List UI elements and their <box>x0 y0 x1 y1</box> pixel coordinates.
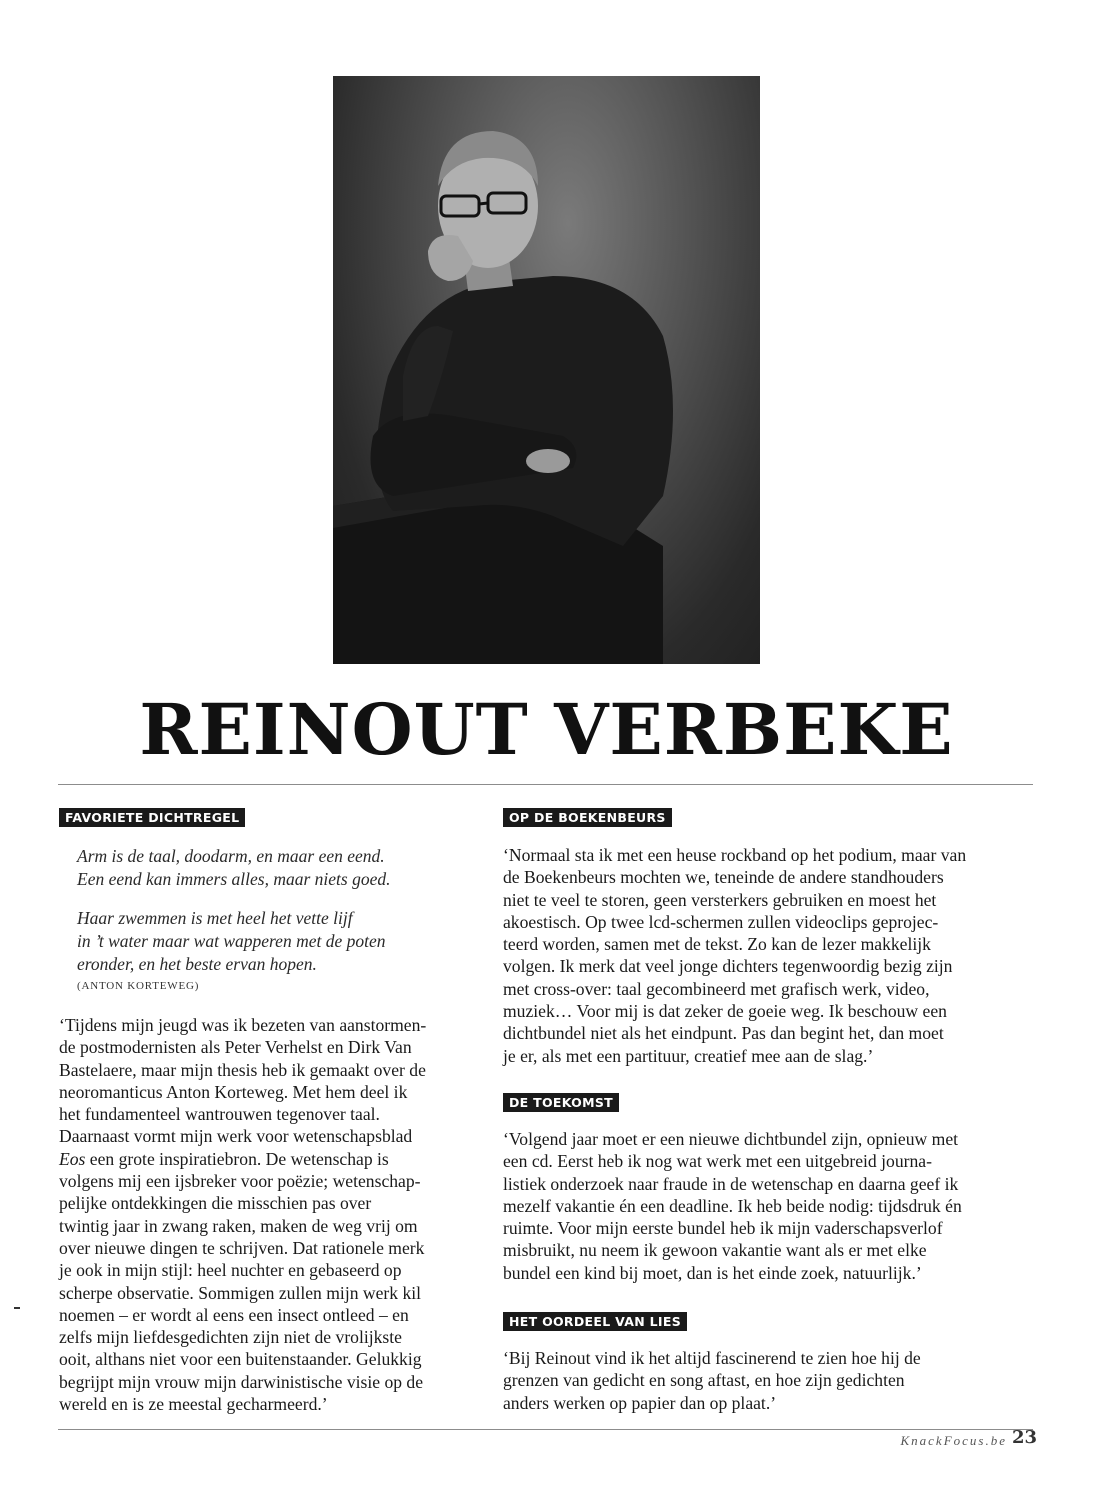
oordeel-text: ‘Bij Reinout vind ik het altijd fascinerend te zien hoe hij de grenzen van gedicht en song aftast, en hoe zijn gedichten anders werken op papier dan op plaat.’ <box>503 1348 921 1413</box>
top-divider <box>58 784 1033 785</box>
label-de-toekomst: DE TOEKOMST <box>503 1093 619 1112</box>
boekenbeurs-text: ‘Normaal sta ik met een heuse rockband op het podium, maar van de Boekenbeurs mochten we, teneinde de andere standhouders niet te veel te storen, geen versterkers gebruiken en moest het akoestisch. Op twee lcd-schermen zullen videoclips geprojec- teerd worden, samen met de tekst. Zo kan de lezer makkelijk volgen. Ik merk dat veel jonge dichters tegenwoordig bezig zijn met cross-over: taal gecombineerd met grafisch werk, video, muziek… Voor mij is dat zeker de goeie weg. Ik beschouw een dichtbundel niet als het eindpunt. Pas dan begint het, dan moet je er, als met een partituur, creatief mee aan de slag.’ <box>503 845 967 1066</box>
label-het-oordeel-van-lies: HET OORDEEL VAN LIES <box>503 1312 687 1331</box>
left-body-part-2: een grote inspiratiebron. De wetenschap is volgens mij een ijsbreker voor poëzie; wetenschap- pelijke ontdekkingen die misschien pas over twintig jaar in zwang raken, maken de weg vrij om over nieuwe dingen te schrijven. Dat rationele merk je ook in mijn stijl: heel nuchter en gebaseerd op scherpe observatie. Sommigen zullen mijn werk kil noemen – er wordt al eens een insect ontleed – en zelfs mijn liefdesgedichten zijn niet de vrolijkste ooit, althans niet voor een buitenstaander. Gelukkig begrijpt mijn vrouw mijn darwinistische visie op de wereld en is ze meestal gecharmeerd.’ <box>59 1148 425 1415</box>
portrait-photo <box>333 76 760 664</box>
page-number: 23 <box>1012 1427 1038 1448</box>
label-favoriete-dichtregel: FAVORIETE DICHTREGEL <box>59 808 245 827</box>
favorite-poem <box>77 845 477 976</box>
toekomst-text: ‘Volgend jaar moet er een nieuwe dichtbundel zijn, opnieuw met een cd. Eerst heb ik nog wat werk met een uitgebreid journa- listiek onderzoek naar fraude in de wetenschap en daarna geef ik mezelf vakantie én een deadline. Ik heb beide nodig: tijdsdruk én ruimte. Voor mijn eerste bundel heb ik mijn vaderschapsverlof misbruikt, nu neem ik gewoon vakantie want als er met elke bundel een kind bij moet, dan is het einde zoek, natuurlijk.’ <box>503 1129 962 1283</box>
left-body-part-1: ‘Tijdens mijn jeugd was ik bezeten van aanstormen- de postmodernisten als Peter Verhelst en Dirk Van Bastelaere, maar mijn thesis heb ik gemaakt over de neoromanticus Anton Korteweg. Met hem deel ik het fundamenteel wantrouwen tegenover taal. Daarnaast vormt mijn werk voor wetenschapsblad <box>59 1015 427 1147</box>
poem-stanza-2: Haar zwemmen is met heel het vette lijf in ’t water maar wat wapperen met de poten eronder, en het beste ervan hopen. <box>77 908 386 974</box>
bottom-divider <box>58 1429 1033 1430</box>
portrait-illustration <box>333 76 760 664</box>
left-body-text <box>59 1014 499 1415</box>
margin-mark <box>14 1307 20 1309</box>
poem-attribution: (ANTON KORTEWEG) <box>77 980 200 992</box>
article-title: REINOUT VERBEKE <box>139 688 954 771</box>
footer-website: KnackFocus.be <box>900 1433 1007 1448</box>
label-op-de-boekenbeurs: OP DE BOEKENBEURS <box>503 808 672 827</box>
poem-stanza-1: Arm is de taal, doodarm, en maar een eend. Een eend kan immers alles, maar niets goed. <box>77 846 391 889</box>
magazine-name-eos: Eos <box>59 1148 86 1169</box>
